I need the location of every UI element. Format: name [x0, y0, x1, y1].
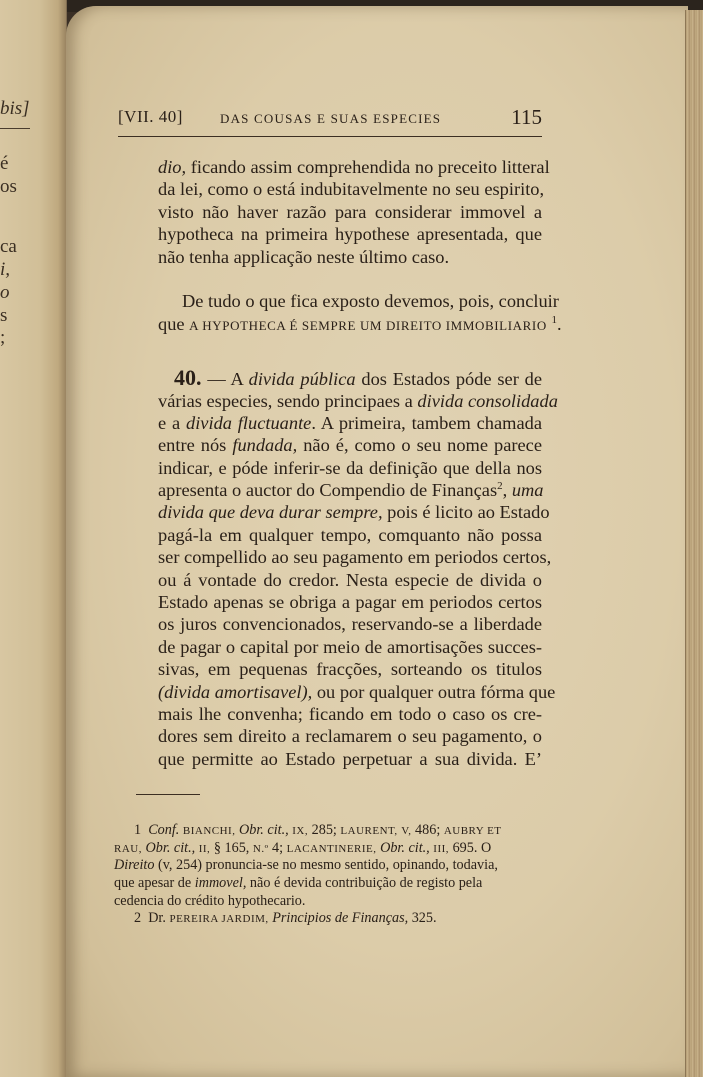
footnote-line [114, 822, 540, 840]
text-line [158, 156, 550, 178]
text-span: . [556, 313, 562, 334]
section-number: 40. [174, 365, 202, 391]
footnote-number: 1 [134, 822, 142, 838]
text-span: pois é licito ao Estado [382, 502, 550, 523]
footnote-ref: 1 [551, 313, 557, 326]
italic-term: fundada, [232, 435, 298, 456]
italic-term: (divida amortisavel), [158, 681, 313, 702]
prev-page-fragment: bis] [0, 98, 30, 119]
text-span: apresenta o auctor do Compendio de Finanças [158, 480, 498, 501]
text-run: 285; [308, 822, 341, 838]
text-line: os juros convencionados, reservando-se a liberdade [158, 614, 542, 635]
footnote-ref: 2 [497, 479, 503, 492]
running-head-title: DAS COUSAS E SUAS ESPECIES [220, 111, 442, 126]
footnote-number: 2 [134, 910, 142, 927]
text-run: não é devida contribuição de registo pela [246, 875, 483, 892]
text-span: ficando assim comprehendida no preceito litteral [186, 157, 550, 177]
text-line: da lei, como o está indubitavelmente no seu espirito, [158, 179, 545, 200]
text-span: dos Estados póde ser de [355, 369, 543, 390]
prev-page-rule [0, 128, 30, 129]
text-line: ou á vontade do credor. Nesta especie de divida o [158, 569, 542, 590]
text-line: visto não haver razão para considerar immovel a [158, 201, 542, 222]
text-span: . A primeira, tambem chamada [311, 412, 542, 433]
italic-run: Direito [114, 857, 155, 874]
italic-run: Obr. cit., [380, 839, 430, 856]
text-run: Dr. [148, 910, 170, 927]
text-run: 486; [411, 822, 444, 838]
text-span: ou por qualquer outra fórma que [312, 681, 556, 702]
small-caps-run: V, [401, 825, 412, 837]
italic-term: divida fluctuante [186, 412, 312, 433]
italic-term: divida consolidada [417, 390, 558, 411]
prev-page-fragment: o [0, 282, 10, 303]
footnote-line [114, 840, 540, 858]
italic-term: divida pública [248, 369, 356, 390]
text-line: indicar, e póde inferir-se da definição que della nos [158, 457, 542, 478]
text-line [158, 479, 542, 501]
footnote-segments [148, 910, 436, 926]
small-caps-run: LACANTINERIE, [286, 842, 377, 855]
prev-page-fragment: os [0, 176, 17, 197]
header-rule [118, 136, 542, 137]
text-span: não é, como o seu nome parece [297, 435, 542, 456]
small-caps-run: AUBRY ET [443, 825, 502, 837]
footnote-segments [114, 840, 491, 856]
text-run: § 165, [210, 839, 253, 856]
italic-word: dio, [158, 157, 187, 177]
italic-term: uma [511, 480, 544, 501]
text-line [158, 412, 542, 434]
text-line: Estado apenas se obriga a pagar em periodos certos [158, 592, 542, 613]
text-line: de pagar o capital por meio de amortisações succes- [158, 636, 542, 657]
text-line: não tenha applicação neste último caso. [158, 246, 450, 267]
footnote-line [114, 910, 540, 928]
text-run: 695. O [449, 839, 492, 856]
italic-run: Principios de Finanças, [272, 910, 409, 927]
footnote-segments [114, 875, 482, 891]
footnote-line [114, 857, 540, 875]
small-caps-run: BIANCHI, [182, 825, 236, 837]
text-span: — A [201, 369, 249, 390]
prev-page-fragment: é [0, 153, 9, 174]
text-line: dores sem direito a reclamarem o seu pagamento, o [158, 726, 542, 747]
prev-page-fragment: ; [0, 327, 6, 348]
text-run: 325. [408, 910, 437, 927]
text-line: hypotheca na primeira hypothese apresentada, que [158, 224, 542, 245]
footnote-line [114, 875, 540, 893]
text-run: que apesar de [114, 875, 195, 892]
paragraph-gap [158, 268, 542, 290]
prev-page-fragment: ca [0, 236, 17, 257]
section-gap [158, 335, 542, 367]
text-span: que [158, 313, 190, 334]
italic-run: Obr. cit., [145, 839, 196, 856]
text-line: sivas, em pequenas fracções, sorteando os titulos [158, 659, 542, 680]
footnote-rule [136, 794, 200, 795]
italic-run: immovel, [194, 875, 247, 892]
text-line: ser compellido ao seu pagamento em periodos certos, [158, 547, 552, 568]
text-line [158, 313, 562, 335]
prev-page-fragment: s [0, 305, 8, 326]
footnote-segments [114, 857, 498, 873]
text-line: De tudo o que fica exposto devemos, pois, concluir [182, 291, 559, 312]
prev-page-fragment: i, [0, 259, 11, 280]
italic-term: divida que deva durar sempre, [158, 502, 383, 523]
text-line: mais lhe convenha; ficando em todo o caso os cre- [158, 703, 542, 724]
italic-run: Conf. [148, 822, 180, 838]
text-span: várias especies, sendo principaes a [158, 390, 418, 411]
small-caps-conclusion: A HYPOTHECA É SEMPRE UM DIREITO IMMOBILIARIO [189, 317, 547, 333]
small-caps-run: IX, [292, 825, 309, 837]
small-caps-run: N.º [252, 842, 269, 855]
text-line: pagá-la em qualquer tempo, comquanto não possa [158, 524, 542, 545]
small-caps-run: III, [433, 842, 450, 855]
text-run: 4; [268, 839, 287, 856]
page-body [158, 156, 562, 770]
footnote-segments [148, 822, 501, 838]
text-line: que permitte ao Estado perpetuar a sua divida. E’ [158, 748, 542, 769]
footnote-line: cedencia do crédito hypothecario. [114, 892, 306, 909]
small-caps-run: PEREIRA JARDIM, [169, 913, 269, 926]
running-head-section: [VII. 40] [118, 107, 183, 126]
text-span: entre nós [158, 435, 233, 456]
text-line [158, 390, 558, 412]
text-run: (v, 254) pronuncia-se no mesmo sentido, opinando, todavia, [154, 857, 498, 874]
section-heading-line [158, 367, 542, 389]
page-number: 115 [511, 105, 542, 129]
footnotes [114, 822, 540, 928]
running-header [118, 105, 542, 133]
previous-page-sliver [0, 0, 67, 1077]
italic-run: Obr. cit., [239, 822, 289, 838]
text-line [158, 501, 550, 523]
text-span: e a [158, 412, 186, 433]
small-caps-run: LAURENT, [340, 825, 398, 837]
page-leaf-edges [685, 10, 703, 1077]
text-span: , [502, 480, 512, 501]
small-caps-run: RAU, [114, 842, 142, 855]
text-line [158, 681, 556, 703]
text-line [158, 434, 542, 456]
small-caps-run: II, [198, 842, 211, 855]
